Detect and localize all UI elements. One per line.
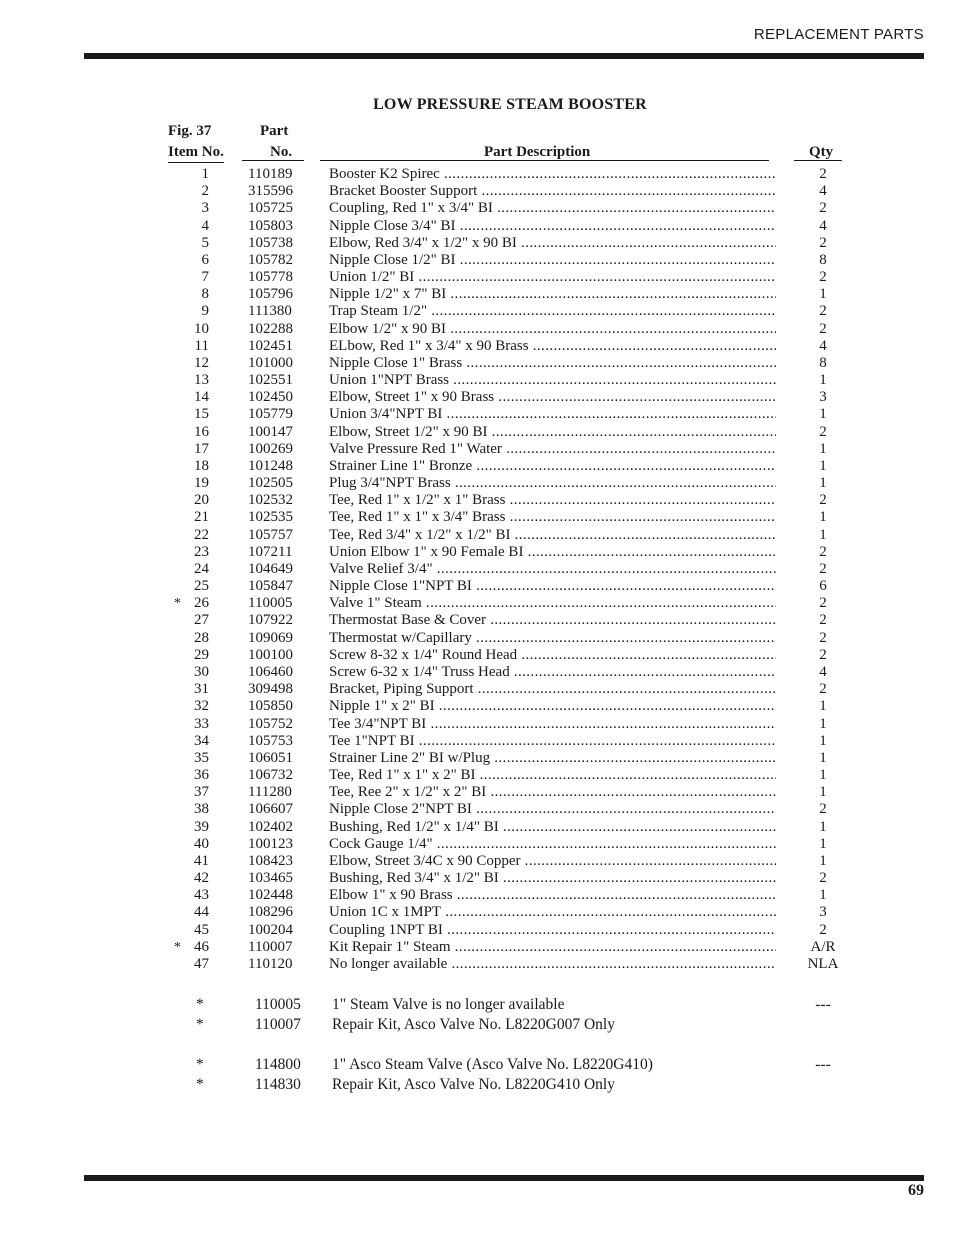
note-row — [0, 1015, 954, 1035]
parts-row — [0, 544, 954, 561]
note-part-number: 114800 — [255, 1056, 301, 1073]
item-number: 17 — [194, 440, 209, 457]
item-number: 24 — [194, 560, 209, 577]
part-number: 102451 — [248, 337, 293, 354]
parts-row — [0, 836, 954, 853]
part-description: Bracket Booster Support ..... — [329, 183, 776, 200]
note-part-number: 110007 — [255, 1016, 301, 1033]
note-description: Repair Kit, Asco Valve No. L8220G007 Only — [332, 1016, 615, 1033]
parts-row — [0, 303, 954, 320]
part-description: Nipple 1/2" x 7" BI ..... — [329, 286, 776, 303]
part-number: 103465 — [248, 870, 293, 887]
parts-row — [0, 218, 954, 235]
column-header-part: Part — [260, 123, 289, 139]
part-qty: 1 — [819, 406, 827, 423]
part-description: Elbow 1/2" x 90 BI ..... — [329, 321, 776, 338]
parts-row — [0, 904, 954, 921]
part-number: 110189 — [248, 166, 293, 182]
part-description: Screw 6-32 x 1/4" Truss Head ..... — [329, 664, 776, 681]
part-number: 109069 — [248, 629, 293, 646]
parts-row — [0, 647, 954, 664]
part-qty: 8 — [819, 354, 827, 371]
part-description: Tee 3/4"NPT BI ..... — [329, 716, 776, 733]
note-qty: --- — [815, 1056, 831, 1073]
asterisk-marker: * — [174, 596, 181, 612]
item-number: 38 — [194, 801, 209, 818]
part-description: Coupling 1NPT BI ..... — [329, 922, 776, 939]
part-number: 309498 — [248, 681, 293, 698]
part-number: 102448 — [248, 887, 293, 904]
part-description: Tee 1"NPT BI ..... — [329, 733, 776, 750]
part-number: 110007 — [248, 938, 293, 955]
column-header-description: Part Description — [484, 144, 591, 160]
parts-row — [0, 870, 954, 887]
item-number: 20 — [194, 492, 209, 509]
parts-row — [0, 664, 954, 681]
part-qty: 3 — [819, 389, 827, 406]
part-description: Tee, Red 3/4" x 1/2" x 1/2" BI ..... — [329, 527, 776, 544]
part-number: 105753 — [248, 732, 293, 749]
part-qty: 1 — [819, 698, 827, 715]
parts-row — [0, 750, 954, 767]
part-description: Nipple Close 1" Brass ..... — [329, 355, 776, 372]
parts-row — [0, 424, 954, 441]
part-qty: NLA — [807, 955, 839, 972]
item-number: 31 — [194, 681, 209, 698]
item-number: 28 — [194, 629, 209, 646]
parts-row — [0, 166, 954, 183]
part-qty: 2 — [819, 595, 827, 612]
parts-row — [0, 475, 954, 492]
part-number: 110005 — [248, 595, 293, 612]
part-description: Elbow 1" x 90 Brass ..... — [329, 887, 776, 904]
part-number: 105725 — [248, 200, 293, 217]
part-qty: 1 — [819, 852, 827, 869]
asterisk-marker: * — [196, 996, 204, 1013]
item-number: 39 — [194, 818, 209, 835]
section-label: REPLACEMENT PARTS — [753, 26, 924, 43]
part-description: Nipple Close 1"NPT BI ..... — [329, 578, 776, 595]
part-number: 102535 — [248, 509, 293, 526]
item-number: 22 — [194, 526, 209, 543]
item-number: 2 — [201, 183, 209, 200]
parts-row — [0, 595, 954, 612]
part-number: 106732 — [248, 767, 293, 784]
part-qty: 2 — [819, 629, 827, 646]
item-number: 19 — [194, 475, 209, 492]
item-number: 6 — [201, 251, 209, 268]
part-number: 100147 — [248, 423, 293, 440]
parts-row — [0, 784, 954, 801]
part-qty: 2 — [819, 320, 827, 337]
parts-row — [0, 956, 954, 973]
part-number: 107922 — [248, 612, 293, 629]
part-qty: A/R — [810, 938, 836, 955]
page-number: 69 — [908, 1182, 924, 1199]
part-description: Thermostat Base & Cover ..... — [329, 612, 776, 629]
part-description: Bushing, Red 1/2" x 1/4" BI ..... — [329, 819, 776, 836]
part-number: 108296 — [248, 904, 293, 921]
part-description: Booster K2 Spirec ..... — [329, 166, 776, 183]
parts-row — [0, 612, 954, 629]
part-description: Tee, Ree 2" x 1/2" x 2" BI ..... — [329, 784, 776, 801]
part-description: Union Elbow 1" x 90 Female BI ..... — [329, 544, 776, 561]
asterisk-marker: * — [196, 1016, 204, 1033]
part-number: 105847 — [248, 578, 293, 595]
part-number: 105796 — [248, 286, 293, 303]
part-qty: 2 — [819, 646, 827, 663]
column-header-item-no: Item No. — [168, 142, 224, 163]
item-number: 27 — [194, 612, 209, 629]
part-qty: 3 — [819, 904, 827, 921]
item-number: 21 — [194, 509, 209, 526]
parts-row — [0, 716, 954, 733]
item-number: 3 — [201, 200, 209, 217]
part-qty: 1 — [819, 818, 827, 835]
item-number: 23 — [194, 543, 209, 560]
item-number: 40 — [194, 835, 209, 852]
part-description: Tee, Red 1" x 1" x 2" BI ..... — [329, 767, 776, 784]
note-qty: --- — [815, 996, 831, 1013]
item-number: 37 — [194, 784, 209, 801]
part-number: 105779 — [248, 406, 293, 423]
part-description: Nipple 1" x 2" BI ..... — [329, 698, 776, 715]
item-number: 43 — [194, 887, 209, 904]
item-number: 26 — [194, 595, 209, 612]
part-number: 100204 — [248, 921, 293, 938]
parts-row — [0, 338, 954, 355]
part-number: 105757 — [248, 526, 293, 543]
parts-row — [0, 252, 954, 269]
qty-underline — [794, 160, 842, 161]
parts-row — [0, 630, 954, 647]
parts-row — [0, 698, 954, 715]
part-number: 104649 — [248, 560, 293, 577]
part-number: 110120 — [248, 955, 293, 972]
bottom-rule — [84, 1175, 924, 1181]
parts-row — [0, 492, 954, 509]
part-description: Thermostat w/Capillary ..... — [329, 630, 776, 647]
part-qty: 1 — [819, 286, 827, 303]
part-qty: 1 — [819, 732, 827, 749]
parts-row — [0, 200, 954, 217]
parts-row — [0, 733, 954, 750]
item-number: 45 — [194, 921, 209, 938]
note-part-number: 114830 — [255, 1076, 301, 1093]
parts-row — [0, 458, 954, 475]
part-number: 102402 — [248, 818, 293, 835]
part-number: 106460 — [248, 663, 293, 680]
column-header-fig: Fig. 37 — [168, 123, 212, 139]
part-qty: 1 — [819, 749, 827, 766]
page-title: LOW PRESSURE STEAM BOOSTER — [373, 96, 647, 113]
part-number: 111380 — [248, 303, 292, 320]
part-qty: 2 — [819, 269, 827, 286]
part-description: Nipple Close 3/4" BI ..... — [329, 218, 776, 235]
note-part-number: 110005 — [255, 996, 301, 1013]
part-qty: 2 — [819, 801, 827, 818]
item-number: 34 — [194, 732, 209, 749]
part-number: 105752 — [248, 715, 293, 732]
part-number: 100269 — [248, 440, 293, 457]
top-rule — [84, 53, 924, 59]
part-number: 111280 — [248, 784, 292, 801]
part-number: 315596 — [248, 183, 293, 200]
parts-row — [0, 922, 954, 939]
note-description: 1" Steam Valve is no longer available — [332, 996, 565, 1013]
part-description: Plug 3/4"NPT Brass ..... — [329, 475, 776, 492]
part-description: Cock Gauge 1/4" ..... — [329, 836, 776, 853]
parts-row — [0, 767, 954, 784]
part-number: 108423 — [248, 852, 293, 869]
column-header-part-no: No. — [270, 144, 293, 160]
item-number: 1 — [201, 166, 209, 182]
part-qty: 2 — [819, 303, 827, 320]
part-qty: 8 — [819, 251, 827, 268]
asterisk-marker: * — [174, 939, 181, 955]
part-description: Bracket, Piping Support ..... — [329, 681, 776, 698]
part-qty: 2 — [819, 681, 827, 698]
part-qty: 1 — [819, 784, 827, 801]
asterisk-marker: * — [196, 1056, 204, 1073]
part-qty: 4 — [819, 337, 827, 354]
parts-row — [0, 681, 954, 698]
item-number: 29 — [194, 646, 209, 663]
part-number: 105850 — [248, 698, 293, 715]
note-description: 1" Asco Steam Valve (Asco Valve No. L8220G410) — [332, 1056, 653, 1073]
part-qty: 1 — [819, 715, 827, 732]
item-number: 7 — [201, 269, 209, 286]
parts-row — [0, 406, 954, 423]
part-description: Valve Relief 3/4" ..... — [329, 561, 776, 578]
part-qty: 2 — [819, 543, 827, 560]
parts-row — [0, 389, 954, 406]
part-qty: 1 — [819, 475, 827, 492]
parts-row — [0, 939, 954, 956]
part-description: Union 1C x 1MPT ..... — [329, 904, 776, 921]
column-header-qty: Qty — [809, 144, 834, 160]
part-qty: 1 — [819, 887, 827, 904]
part-qty: 2 — [819, 870, 827, 887]
part-qty: 1 — [819, 526, 827, 543]
part-description: Union 1/2" BI ..... — [329, 269, 776, 286]
note-description: Repair Kit, Asco Valve No. L8220G410 Only — [332, 1076, 615, 1093]
part-description: Valve Pressure Red 1" Water ..... — [329, 441, 776, 458]
part-description: Union 1"NPT Brass ..... — [329, 372, 776, 389]
part-description: Trap Steam 1/2" ..... — [329, 303, 776, 320]
part-qty: 1 — [819, 457, 827, 474]
part-number: 100123 — [248, 835, 293, 852]
part-qty: 1 — [819, 372, 827, 389]
parts-row — [0, 887, 954, 904]
part-number: 106607 — [248, 801, 293, 818]
part-qty: 2 — [819, 423, 827, 440]
item-number: 12 — [194, 354, 209, 371]
item-number: 35 — [194, 749, 209, 766]
item-number: 8 — [201, 286, 209, 303]
item-number: 44 — [194, 904, 209, 921]
parts-row — [0, 286, 954, 303]
part-description: Union 3/4"NPT BI ..... — [329, 406, 776, 423]
part-description: Elbow, Red 3/4" x 1/2" x 90 BI ..... — [329, 235, 776, 252]
part-qty: 1 — [819, 440, 827, 457]
part-number: 105778 — [248, 269, 293, 286]
item-number: 9 — [201, 303, 209, 320]
part-number: 105738 — [248, 234, 293, 251]
part-qty: 2 — [819, 560, 827, 577]
note-row — [0, 1075, 954, 1095]
parts-row — [0, 183, 954, 200]
part-qty: 1 — [819, 509, 827, 526]
parts-row — [0, 578, 954, 595]
item-number: 41 — [194, 852, 209, 869]
part-number: 102532 — [248, 492, 293, 509]
parts-row — [0, 561, 954, 578]
asterisk-marker: * — [196, 1076, 204, 1093]
item-number: 16 — [194, 423, 209, 440]
parts-row — [0, 355, 954, 372]
part-number: 100100 — [248, 646, 293, 663]
part-number: 107211 — [248, 543, 293, 560]
part-description: No longer available ..... — [329, 956, 776, 973]
part-description: Strainer Line 2" BI w/Plug ..... — [329, 750, 776, 767]
item-number: 11 — [194, 337, 209, 354]
part-qty: 6 — [819, 578, 827, 595]
part-description: Strainer Line 1" Bronze ..... — [329, 458, 776, 475]
part-qty: 2 — [819, 921, 827, 938]
parts-row — [0, 321, 954, 338]
part-qty: 2 — [819, 166, 827, 182]
part-qty: 4 — [819, 217, 827, 234]
item-number: 32 — [194, 698, 209, 715]
part-number: 106051 — [248, 749, 293, 766]
part-description: Coupling, Red 1" x 3/4" BI ..... — [329, 200, 776, 217]
parts-row — [0, 819, 954, 836]
part-description: Nipple Close 2"NPT BI ..... — [329, 801, 776, 818]
part-description: ELbow, Red 1" x 3/4" x 90 Brass ..... — [329, 338, 776, 355]
part-description: Kit Repair 1" Steam ..... — [329, 939, 776, 956]
parts-row — [0, 853, 954, 870]
part-description: Valve 1" Steam ..... — [329, 595, 776, 612]
part-description: Tee, Red 1" x 1/2" x 1" Brass ..... — [329, 492, 776, 509]
part-description: Tee, Red 1" x 1" x 3/4" Brass ..... — [329, 509, 776, 526]
part-qty: 1 — [819, 767, 827, 784]
parts-list — [0, 166, 954, 973]
description-underline — [320, 160, 769, 161]
parts-row — [0, 509, 954, 526]
part-qty: 2 — [819, 234, 827, 251]
item-number: 18 — [194, 457, 209, 474]
item-number: 5 — [201, 234, 209, 251]
item-number: 33 — [194, 715, 209, 732]
item-number: 46 — [194, 938, 209, 955]
item-number: 42 — [194, 870, 209, 887]
part-qty: 4 — [819, 183, 827, 200]
part-number: 102505 — [248, 475, 293, 492]
notes-spacer — [0, 1035, 954, 1055]
part-qty: 2 — [819, 200, 827, 217]
parts-row — [0, 527, 954, 544]
part-qty: 1 — [819, 835, 827, 852]
note-row — [0, 1055, 954, 1075]
item-number: 13 — [194, 372, 209, 389]
part-number: 102288 — [248, 320, 293, 337]
item-number: 14 — [194, 389, 209, 406]
parts-row — [0, 269, 954, 286]
part-number: 102551 — [248, 372, 293, 389]
part-qty: 4 — [819, 663, 827, 680]
item-number: 47 — [194, 955, 209, 972]
part-description: Nipple Close 1/2" BI ..... — [329, 252, 776, 269]
part-qty: 2 — [819, 612, 827, 629]
part-description: Elbow, Street 1/2" x 90 BI ..... — [329, 424, 776, 441]
item-number: 30 — [194, 663, 209, 680]
part-qty: 2 — [819, 492, 827, 509]
part-description: Elbow, Street 3/4C x 90 Copper ..... — [329, 853, 776, 870]
parts-row — [0, 801, 954, 818]
part-description: Elbow, Street 1" x 90 Brass ..... — [329, 389, 776, 406]
parts-row — [0, 235, 954, 252]
part-number: 102450 — [248, 389, 293, 406]
item-number: 10 — [194, 320, 209, 337]
item-number: 4 — [201, 217, 209, 234]
parts-row — [0, 441, 954, 458]
part-number: 105803 — [248, 217, 293, 234]
item-number: 36 — [194, 767, 209, 784]
part-number: 101000 — [248, 354, 293, 371]
part-no-underline — [242, 160, 304, 161]
parts-row — [0, 372, 954, 389]
notes-list — [0, 995, 954, 1095]
item-number: 15 — [194, 406, 209, 423]
item-number: 25 — [194, 578, 209, 595]
note-row — [0, 995, 954, 1015]
part-number: 101248 — [248, 457, 293, 474]
part-number: 105782 — [248, 251, 293, 268]
part-description: Bushing, Red 3/4" x 1/2" BI ..... — [329, 870, 776, 887]
part-description: Screw 8-32 x 1/4" Round Head ..... — [329, 647, 776, 664]
